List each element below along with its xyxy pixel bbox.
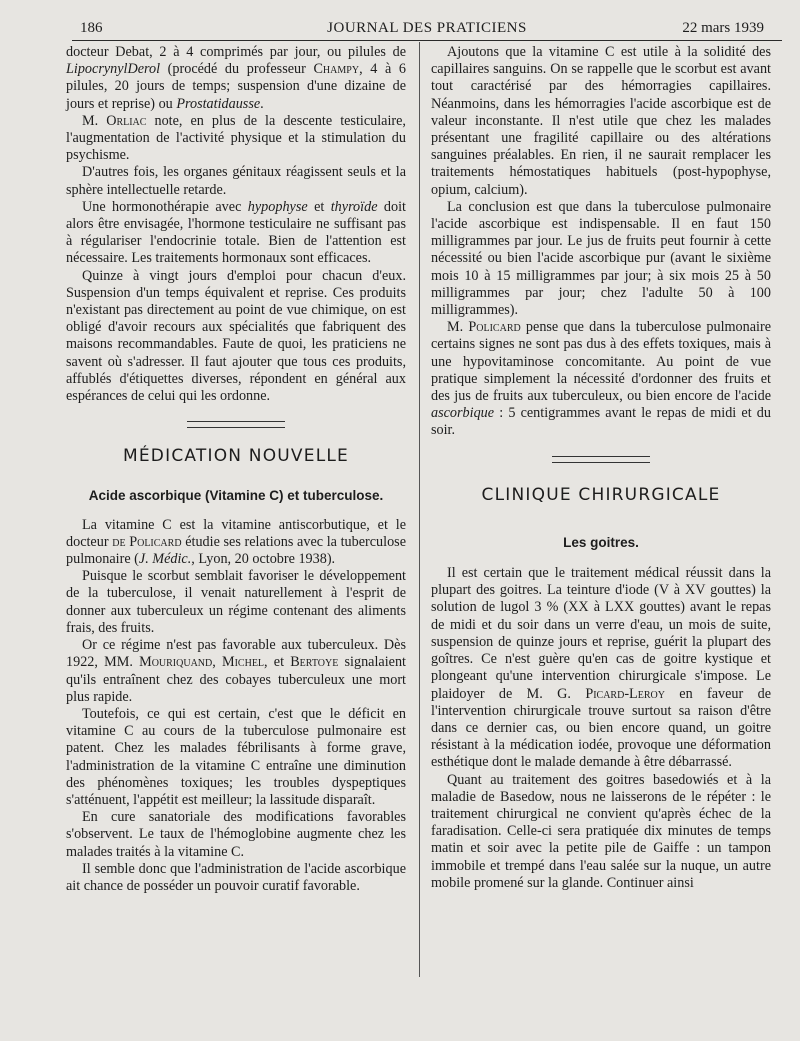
page-header <box>72 14 782 41</box>
paragraph: Il semble donc que l'administration de l'acide ascorbique ait chance de posséder un pouvoir curatif favorable. <box>66 860 406 894</box>
paragraph: Or ce régime n'est pas favorable aux tuberculeux. Dès 1922, MM. Mouriquand, Michel, et Bertoye signalaient qu'ils entraînent chez des cobayes tuberculeux une mort plus rapide. <box>66 637 406 705</box>
column-divider <box>419 42 420 977</box>
section-rule <box>187 421 285 428</box>
article-subhead: Les goitres. <box>563 534 639 550</box>
paragraph: Quant au traitement des goitres basedowiés et à la maladie de Basedow, nous ne laisserons de le répéter : le traitement chirurgical ne convient qu'après échec de la faradisation. Celle-ci sera pratiquée dix minutes de temps matin et soir avec la petite pile de Gaiffe : un tampon immobile et trempé dans l'eau salée sur la nuque, un autre mobile promené sur la glande. Continuer ainsi <box>431 771 771 891</box>
paragraph: La vitamine C est la vitamine antiscorbutique, et le docteur de Policard étudie ses relations avec la tuberculose pulmonaire (J. Médic., Lyon, 20 octobre 1938). <box>66 516 406 568</box>
issue-date: 22 mars 1939 <box>682 20 764 36</box>
right-column <box>431 44 771 892</box>
paragraph: M. Orliac note, en plus de la descente testiculaire, l'augmentation de l'activité physique et la stimulation du psychisme. <box>66 112 406 164</box>
paragraph: Il est certain que le traitement médical réussit dans la plupart des goitres. La teinture d'iode (V à XV gouttes) la solution de lugol 3 % (XX à LXX gouttes) avant le repas de midi et du soir dans un verre d'eau, un mois de suite, suspension de quinze jours et reprise, guérit la plupart des goîtres. Ce n'est guère qu'en cas de goitre kystique et plongeant qu'une intervention chirurgicale s'impose. Le plaidoyer de M. G. Picard-Leroy en faveur de l'intervention chirurgicale trouve surtout sa raison d'être dans ce dernier cas, ou bien encore quand, un goitre résistant à la médication iodée, provoque une déformation esthétique dont le malade demande à être débarrassé. <box>431 565 771 771</box>
left-column <box>66 44 406 895</box>
paragraph: En cure sanatoriale des modifications favorables s'observent. Le taux de l'hémoglobine augmente chez les malades traités à la vitamine C. <box>66 809 406 860</box>
paragraph: Quinze à vingt jours d'emploi pour chacun d'eux. Suspension d'un temps équivalent et reprise. Ces produits n'existant pas directement au point de vue chimique, on est obligé d'avoir recours aux spécialités que fabriquent des maisons recommandables. Faute de quoi, les praticiens ne savent où s'adresser. Il faut ajouter que tous ces produits, affublés d'étiquettes diverses, répondent en général aux espérances de celui qui les ordonne. <box>66 267 406 405</box>
section-rule <box>552 456 650 463</box>
paragraph: La conclusion est que dans la tuberculose pulmonaire l'acide ascorbique est indispensable. Il en faut 150 milligrammes par jour. Le jus de fruits peut fournir à cette nécessité ou bien l'acide ascorbique pur (avant le sixième mois 10 à 15 milligrammes par jour; à six mois 25 à 50 milligrammes par jour; chez l'adulte 50 à 100 milligrammes). <box>431 198 771 319</box>
section-title: MÉDICATION NOUVELLE <box>123 446 349 467</box>
paragraph: M. Policard pense que dans la tuberculose pulmonaire certains signes ne sont pas dus à des effets toxiques, mais à une hypovitaminose concomitante. Au point de vue pratique simplement la nécessité d'ordonner des fruits et des jus de fruits aux tuberculeux, ou bien encore de l'acide ascorbique : 5 centigrammes avant le repas de midi et du soir. <box>431 319 771 439</box>
article-subhead: Acide ascorbique (Vitamine C) et tuberculose. <box>88 488 384 504</box>
paragraph: Puisque le scorbut semblait favoriser le développement de la tuberculose, il venait naturellement à l'esprit de donner aux tuberculeux un régime contenant des aliments frais, des fruits. <box>66 568 406 636</box>
paragraph: Une hormonothérapie avec hypophyse et thyroïde doit alors être envisagée, l'hormone testiculaire ne suffisant pas à régulariser l'endocrinie totale. Bien de l'attention est nécessaire. Les traitements hormonaux sont efficaces. <box>66 198 406 267</box>
journal-title: JOURNAL DES PRATICIENS <box>327 20 527 36</box>
paragraph: D'autres fois, les organes génitaux réagissent seuls et la sphère intellectuelle retarde. <box>66 164 406 198</box>
paragraph: docteur Debat, 2 à 4 comprimés par jour, ou pilules de LipocrynylDerol (procédé du professeur Champy, 4 à 6 pilules, 20 jours de temps; suspension d'une dizaine de jours et reprise) ou Prostatidausse. <box>66 44 406 112</box>
page-number: 186 <box>80 20 103 36</box>
paragraph: Toutefois, ce qui est certain, c'est que le déficit en vitamine C au cours de la tuberculose pulmonaire est patent. Chez les malades fébrilisants à forme grave, l'administration de la vitamine C entraîne une diminution des phénomènes toxiques; les troubles dyspeptiques s'atténuent, l'appétit est meilleur; la lassitude disparaît. <box>66 705 406 808</box>
section-title: CLINIQUE CHIRURGICALE <box>481 484 721 505</box>
paragraph: Ajoutons que la vitamine C est utile à la solidité des capillaires sanguins. On se rappelle que le scorbut est avant tout caractérisé par des hémorragies capillaires. Néanmoins, dans les hémorragies l'acide ascorbique est de valeur inconstante. Il n'est utile que chez les malades présentant une fragilité capillaire ou des altérations sanguines préalables. En rien, il ne saurait remplacer les traitements hémostatiques habituels (post-hypophyse, opium, calcium). <box>431 44 771 198</box>
